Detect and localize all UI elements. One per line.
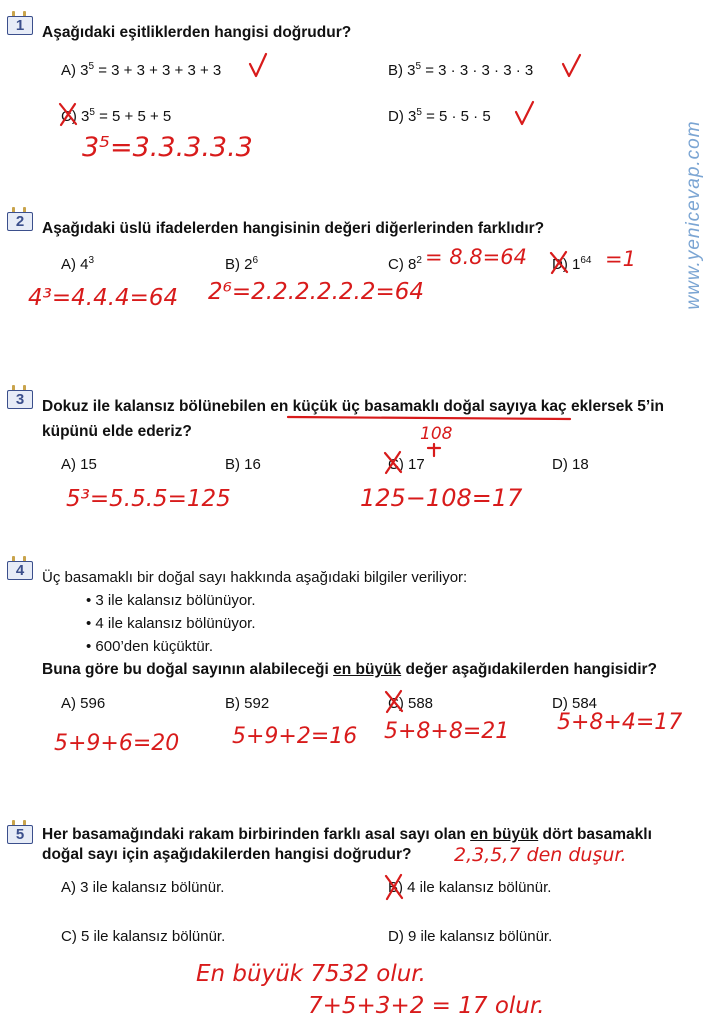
q1-option-b[interactable]: B) $3^5 = 3 \cdot 3 \cdot 3 \cdot 3 \cdot 3$ — [388, 61, 534, 79]
q5-option-b[interactable]: B) 4 ile kalansız bölünür. — [388, 879, 552, 896]
q2-option-a[interactable]: A) $4^3$ — [61, 255, 95, 273]
q4-handwriting-c: 5+8+8=21 — [384, 719, 510, 744]
cross-mark-q1-c — [60, 104, 76, 125]
q5-option-a[interactable]: A) 3 ile kalansız bölünür. — [61, 879, 225, 896]
q2-option-b[interactable]: B) $2^6$ — [225, 255, 259, 273]
q3-option-b[interactable]: B) 16 — [225, 456, 261, 473]
question-3-text-line1: Dokuz ile kalansız bölünebilen en küçük üç basamaklı doğal sayıya kaç eklersek 5’in — [42, 398, 665, 415]
question-number-4: 4 — [7, 556, 33, 578]
q3-option-a[interactable]: A) 15 — [61, 456, 97, 473]
question-3-text-line2: küpünü elde ederiz? — [42, 423, 192, 440]
question-5-text-line1: Her basamağındaki rakam birbirinden farklı asal sayı olan en büyük dört basamaklı — [42, 826, 652, 843]
q5-handwriting-line2: 7+5+3+2 = 17 olur. — [308, 993, 545, 1019]
watermark: www.yenicevap.com — [683, 120, 704, 310]
q1-option-a[interactable]: A) $3^5 = 3 + 3 + 3 + 3 + 3$ — [61, 61, 222, 79]
q4-option-a[interactable]: A) 596 — [61, 695, 106, 712]
q2-option-d[interactable]: D) $1^{64}$ — [552, 255, 592, 273]
check-mark-q1-b — [563, 55, 580, 76]
q3-option-d[interactable]: D) 18 — [552, 456, 589, 473]
q4-option-b[interactable]: B) 592 — [225, 695, 270, 712]
q4-option-c[interactable]: C) 588 — [388, 695, 434, 712]
cross-mark-q5-b — [386, 875, 402, 899]
question-number-3: 3 — [7, 385, 33, 407]
q2-handwriting-line1: 4³=4.4.4=64 — [28, 285, 179, 311]
question-1-text: Aşağıdaki eşitliklerden hangisi doğrudur? — [42, 24, 352, 41]
q2-handwriting-line2: 2⁶=2.2.2.2.2.2=64 — [208, 279, 425, 305]
q5-option-c[interactable]: C) 5 ile kalansız bölünür. — [61, 928, 226, 945]
q2-handwriting-d: =1 — [605, 247, 636, 271]
question-number-1: 1 — [7, 11, 33, 33]
cross-mark-q4-c — [386, 691, 402, 712]
q5-handwriting-line1: En büyük 7532 olur. — [196, 961, 426, 987]
q3-handwriting-line1: 5³=5.5.5=125 — [66, 486, 231, 512]
q1-option-d[interactable]: D) $3^5 = 5 \cdot 5 \cdot 5$ — [388, 107, 491, 125]
question-5-text-line2: doğal sayı için aşağıdakilerden hangisi doğrudur? — [42, 846, 412, 863]
check-mark-q1-a — [250, 54, 266, 76]
q5-option-d[interactable]: D) 9 ile kalansız bölünür. — [388, 928, 553, 945]
q5-handwriting-beside: 2,3,5,7 den duşur. — [454, 844, 627, 866]
q4-handwriting-d: 5+8+4=17 — [557, 710, 683, 735]
q2-handwriting-c: = 8.8=64 — [425, 245, 527, 269]
arrow-q3 — [428, 444, 440, 456]
q3-handwriting-above: 108 — [420, 424, 453, 444]
q3-option-c[interactable]: C) 17 — [388, 456, 425, 473]
q4-option-d[interactable]: D) 584 — [552, 695, 598, 712]
question-4-text: Üç basamaklı bir doğal sayı hakkında aşağıdaki bilgiler veriliyor: — [42, 569, 468, 586]
q1-option-c[interactable]: C) $3^5 = 5 + 5 + 5$ — [61, 107, 172, 125]
question-4-prompt: Buna göre bu doğal sayının alabileceği en büyük değer aşağıdakilerden hangisidir? — [42, 661, 657, 678]
q4-bullet-3: • 600’den küçüktür. — [86, 638, 214, 655]
q2-option-c[interactable]: C) $8^2$ — [388, 255, 422, 273]
q4-handwriting-b: 5+9+2=16 — [232, 724, 358, 749]
q1-handwriting-line1: 3⁵=3.3.3.3.3 — [82, 132, 253, 163]
check-mark-q1-d — [516, 102, 533, 124]
question-2-text: Aşağıdaki üslü ifadelerden hangisinin değeri diğerlerinden farklıdır? — [42, 220, 545, 237]
cross-mark-q2-d — [551, 252, 567, 273]
q3-handwriting-line2: 125−108=17 — [360, 484, 523, 512]
cross-mark-q3-c — [385, 452, 401, 473]
underline-q3 — [288, 417, 570, 419]
question-number-2: 2 — [7, 207, 33, 229]
q4-bullet-1: • 3 ile kalansız bölünüyor. — [86, 592, 256, 609]
q4-bullet-2: • 4 ile kalansız bölünüyor. — [86, 615, 256, 632]
question-number-5: 5 — [7, 820, 33, 842]
q4-handwriting-a: 5+9+6=20 — [54, 731, 180, 756]
